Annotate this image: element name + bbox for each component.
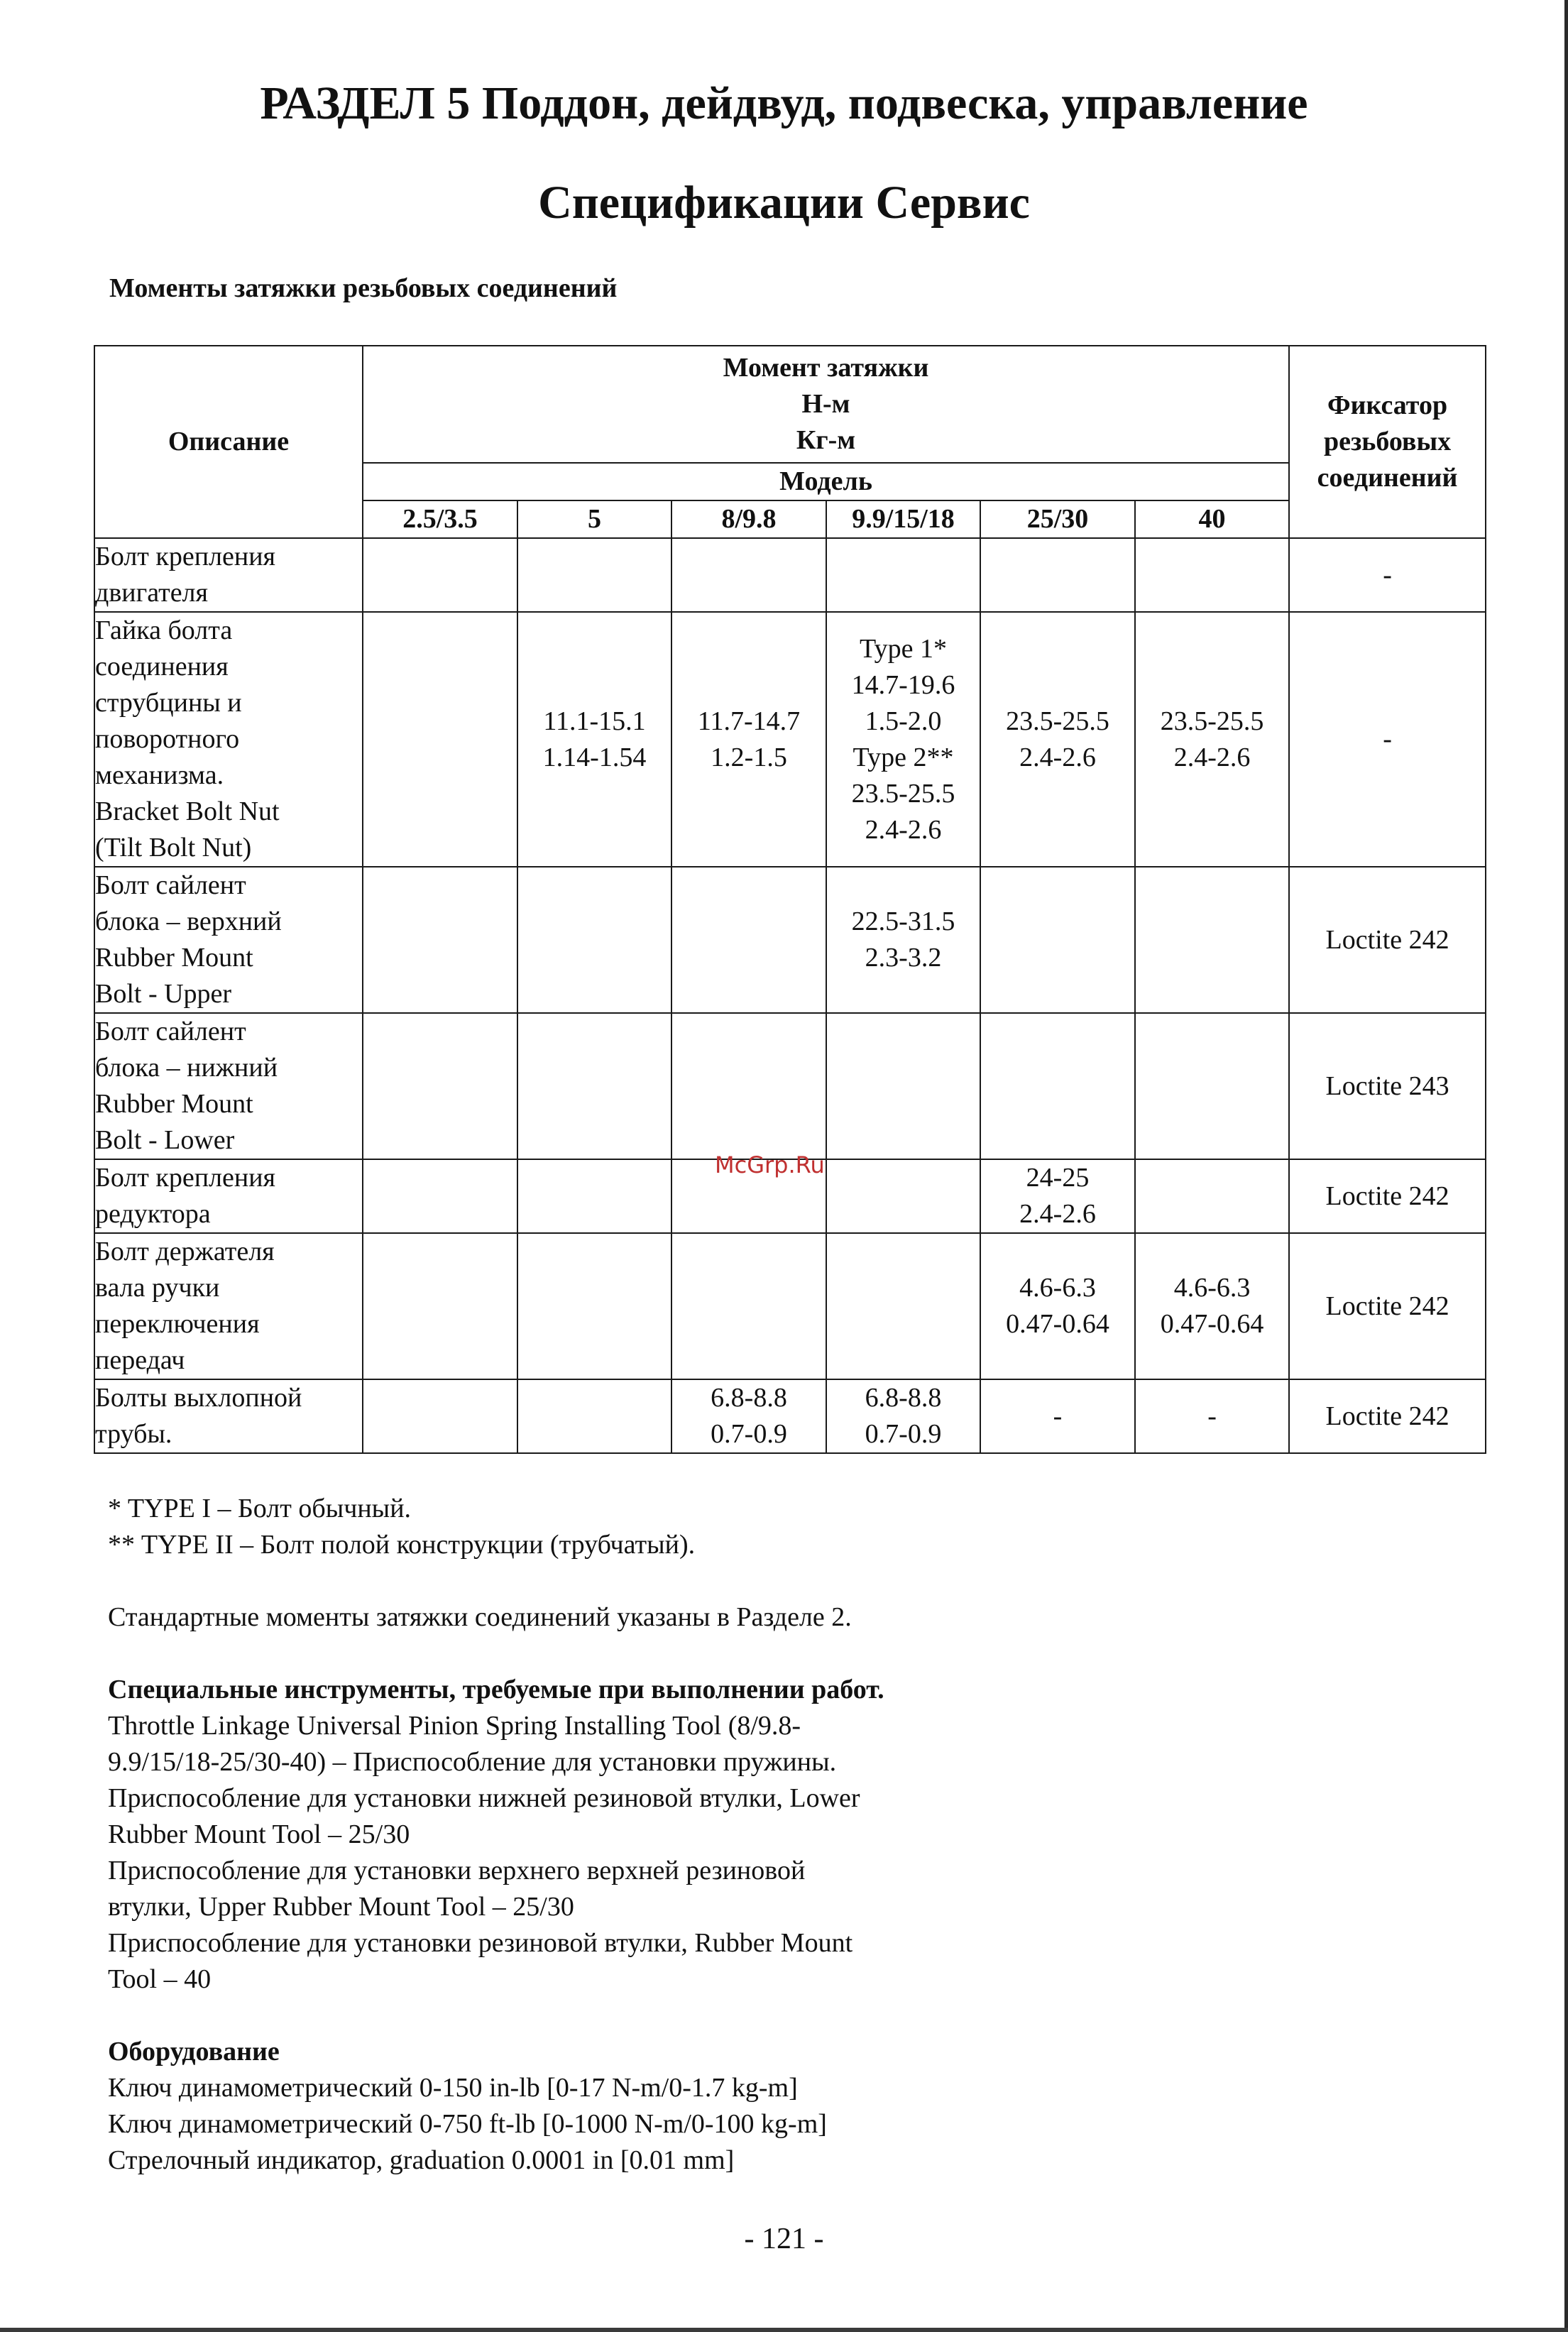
row-description: Гайка болта соединения струбцины и поворотного механизма. Bracket Bolt Nut (Tilt Bolt Nut) bbox=[94, 612, 363, 867]
footnote: * TYPE I – Болт обычный. bbox=[108, 1494, 412, 1523]
torque-cell bbox=[980, 867, 1135, 1013]
page-number: - 121 - bbox=[744, 2223, 824, 2255]
notes-section bbox=[108, 1491, 1457, 2179]
model-column-header: 8/9.8 bbox=[671, 500, 826, 538]
torque-cell bbox=[671, 1013, 826, 1159]
table-row bbox=[94, 1379, 1486, 1453]
torque-cell bbox=[671, 538, 826, 612]
table-row bbox=[94, 867, 1486, 1013]
torque-cell bbox=[826, 1159, 980, 1233]
torque-cell bbox=[363, 538, 517, 612]
standard-torque-note: Стандартные моменты затяжки соединений указаны в Разделе 2. bbox=[108, 1602, 852, 1632]
table-row bbox=[94, 538, 1486, 612]
header-description: Описание bbox=[94, 346, 363, 538]
torque-cell bbox=[1135, 1013, 1289, 1159]
special-tool-line: 9.9/15/18-25/30-40) – Приспособление для установки пружины. bbox=[108, 1747, 837, 1777]
torque-cell bbox=[363, 867, 517, 1013]
watermark: McGrp.Ru bbox=[715, 1151, 825, 1178]
torque-cell bbox=[671, 1233, 826, 1379]
page-subtitle: Спецификации Сервис bbox=[538, 177, 1030, 229]
header-torque: Момент затяжки Н-м Кг-м bbox=[363, 346, 1289, 463]
torque-cell bbox=[1135, 867, 1289, 1013]
row-description: Болты выхлопной трубы. bbox=[94, 1379, 363, 1453]
torque-cell bbox=[517, 867, 671, 1013]
torque-cell bbox=[517, 1159, 671, 1233]
section-heading: Моменты затяжки резьбовых соединений bbox=[109, 273, 618, 303]
thread-locker-cell: - bbox=[1289, 612, 1486, 867]
torque-cell: - bbox=[1135, 1379, 1289, 1453]
thread-locker-cell: Loctite 242 bbox=[1289, 1233, 1486, 1379]
row-description: Болт сайлент блока – верхний Rubber Mount Bolt - Upper bbox=[94, 867, 363, 1013]
torque-cell bbox=[1135, 538, 1289, 612]
equipment-line: Ключ динамометрический 0-150 in-lb [0-17 N-m/0-1.7 kg-m] bbox=[108, 2073, 798, 2103]
equipment-line: Ключ динамометрический 0-750 ft-lb [0-1000 N-m/0-100 kg-m] bbox=[108, 2109, 827, 2139]
torque-cell bbox=[517, 538, 671, 612]
special-tool-line: втулки, Upper Rubber Mount Tool – 25/30 bbox=[108, 1892, 574, 1922]
torque-cell: 11.7-14.7 1.2-1.5 bbox=[671, 612, 826, 867]
thread-locker-cell: Loctite 242 bbox=[1289, 1379, 1486, 1453]
special-tool-line: Tool – 40 bbox=[108, 1964, 212, 1994]
torque-cell bbox=[363, 1013, 517, 1159]
torque-cell bbox=[1135, 1159, 1289, 1233]
special-tools-heading: Специальные инструменты, требуемые при выполнении работ. bbox=[108, 1675, 884, 1704]
torque-cell: 4.6-6.3 0.47-0.64 bbox=[1135, 1233, 1289, 1379]
torque-cell: 22.5-31.5 2.3-3.2 bbox=[826, 867, 980, 1013]
row-description: Болт крепления двигателя bbox=[94, 538, 363, 612]
thread-locker-cell: Loctite 242 bbox=[1289, 1159, 1486, 1233]
torque-cell: 6.8-8.8 0.7-0.9 bbox=[826, 1379, 980, 1453]
special-tool-line: Rubber Mount Tool – 25/30 bbox=[108, 1819, 410, 1849]
model-column-header: 5 bbox=[517, 500, 671, 538]
special-tool-line: Приспособление для установки нижней резиновой втулки, Lower bbox=[108, 1783, 860, 1813]
header-thread-locker: Фиксатор резьбовых соединений bbox=[1289, 346, 1486, 538]
torque-cell: 11.1-15.1 1.14-1.54 bbox=[517, 612, 671, 867]
torque-cell bbox=[363, 1379, 517, 1453]
torque-cell: - bbox=[980, 1379, 1135, 1453]
torque-cell: 23.5-25.5 2.4-2.6 bbox=[1135, 612, 1289, 867]
row-description: Болт сайлент блока – нижний Rubber Mount Bolt - Lower bbox=[94, 1013, 363, 1159]
torque-cell bbox=[826, 1013, 980, 1159]
table-row bbox=[94, 1013, 1486, 1159]
thread-locker-cell: Loctite 242 bbox=[1289, 867, 1486, 1013]
torque-cell: 23.5-25.5 2.4-2.6 bbox=[980, 612, 1135, 867]
header-row bbox=[94, 346, 1486, 463]
table-row bbox=[94, 1233, 1486, 1379]
special-tool-line: Приспособление для установки верхнего верхней резиновой bbox=[108, 1856, 806, 1885]
thread-locker-cell: Loctite 243 bbox=[1289, 1013, 1486, 1159]
torque-cell bbox=[517, 1233, 671, 1379]
row-description: Болт держателя вала ручки переключения передач bbox=[94, 1233, 363, 1379]
table-row bbox=[94, 612, 1486, 867]
special-tool-line: Приспособление для установки резиновой втулки, Rubber Mount bbox=[108, 1928, 853, 1958]
torque-cell: 4.6-6.3 0.47-0.64 bbox=[980, 1233, 1135, 1379]
torque-cell: Type 1* 14.7-19.6 1.5-2.0 Type 2** 23.5-25.5 2.4-2.6 bbox=[826, 612, 980, 867]
model-column-header: 40 bbox=[1135, 500, 1289, 538]
torque-cell: 6.8-8.8 0.7-0.9 bbox=[671, 1379, 826, 1453]
thread-locker-cell: - bbox=[1289, 538, 1486, 612]
torque-cell bbox=[671, 867, 826, 1013]
torque-cell bbox=[826, 1233, 980, 1379]
model-column-header: 9.9/15/18 bbox=[826, 500, 980, 538]
torque-cell bbox=[363, 1159, 517, 1233]
footnote: ** TYPE II – Болт полой конструкции (трубчатый). bbox=[108, 1530, 696, 1560]
scan-edge bbox=[0, 2328, 1568, 2332]
page-title: РАЗДЕЛ 5 Поддон, дейдвуд, подвеска, управление bbox=[260, 77, 1308, 129]
torque-spec-table bbox=[94, 345, 1486, 1454]
row-description: Болт крепления редуктора bbox=[94, 1159, 363, 1233]
model-column-header: 25/30 bbox=[980, 500, 1135, 538]
model-column-header: 2.5/3.5 bbox=[363, 500, 517, 538]
torque-cell bbox=[363, 1233, 517, 1379]
header-model: Модель bbox=[363, 463, 1289, 500]
equipment-heading: Оборудование bbox=[108, 2037, 280, 2066]
torque-cell bbox=[517, 1379, 671, 1453]
torque-cell: 24-25 2.4-2.6 bbox=[980, 1159, 1135, 1233]
special-tool-line: Throttle Linkage Universal Pinion Spring Installing Tool (8/9.8- bbox=[108, 1711, 801, 1741]
torque-cell bbox=[826, 538, 980, 612]
torque-cell bbox=[980, 1013, 1135, 1159]
torque-cell bbox=[517, 1013, 671, 1159]
torque-cell bbox=[363, 612, 517, 867]
equipment-line: Стрелочный индикатор, graduation 0.0001 in [0.01 mm] bbox=[108, 2145, 735, 2175]
torque-cell bbox=[980, 538, 1135, 612]
